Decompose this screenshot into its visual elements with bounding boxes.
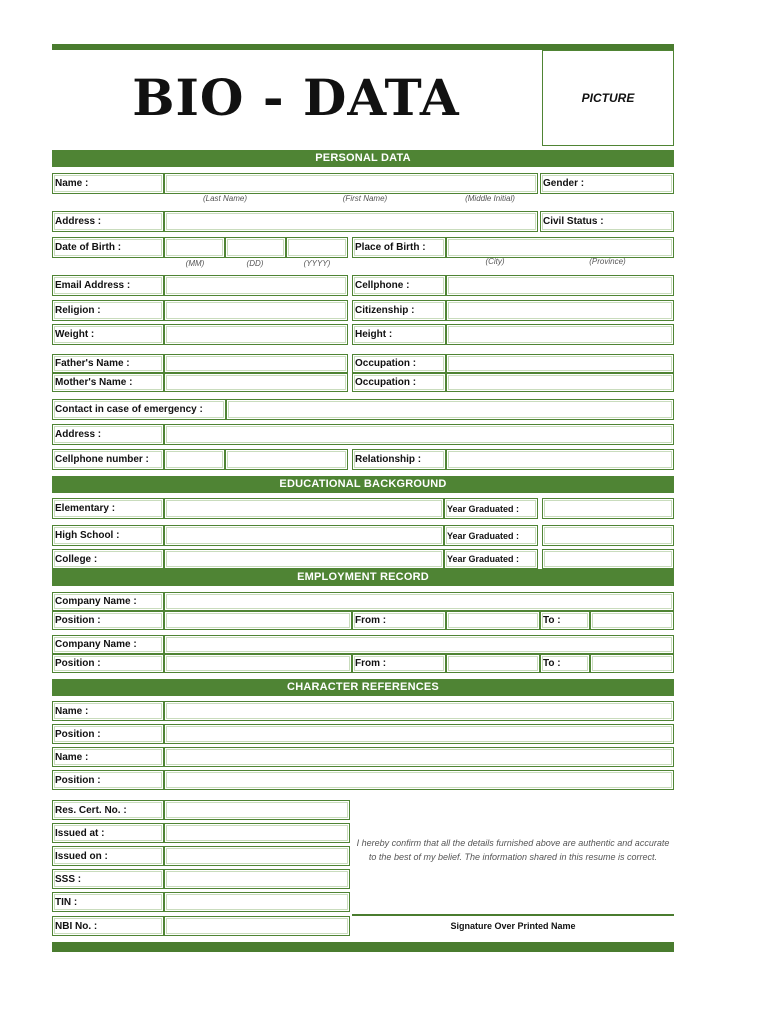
pob-label: Place of Birth : <box>352 237 446 258</box>
page-title: BIO - DATA <box>132 68 460 127</box>
address-label: Address : <box>52 211 164 232</box>
religion-field[interactable] <box>164 300 348 321</box>
issued-on-label: Issued on : <box>52 846 164 866</box>
last-name-hint: (Last Name) <box>202 194 247 203</box>
section-character-references: CHARACTER REFERENCES <box>52 679 674 696</box>
position-2-field[interactable] <box>164 654 352 673</box>
reference-1-position-label: Position : <box>52 724 164 744</box>
email-label: Email Address : <box>52 275 164 296</box>
middle-initial-hint: (Middle Initial) <box>465 194 515 203</box>
issued-at-label: Issued at : <box>52 823 164 843</box>
father-occupation-label: Occupation : <box>352 354 446 373</box>
weight-field[interactable] <box>164 324 348 345</box>
emergency-field[interactable] <box>226 399 674 420</box>
reference-1-position-field[interactable] <box>164 724 674 744</box>
religion-label: Religion : <box>52 300 164 321</box>
from-2-label: From : <box>352 654 446 673</box>
elementary-year-label: Year Graduated : <box>444 498 538 519</box>
from-2-field[interactable] <box>446 654 540 673</box>
from-1-field[interactable] <box>446 611 540 630</box>
to-1-field[interactable] <box>590 611 674 630</box>
emergency-cellphone-field-2[interactable] <box>225 449 348 470</box>
tin-label: TIN : <box>52 892 164 912</box>
height-label: Height : <box>352 324 446 345</box>
confirmation-statement: I hereby confirm that all the details furnished above are authentic and accurate to the best of my belief. The information shared in this resume is correct. <box>356 838 670 862</box>
sss-label: SSS : <box>52 869 164 889</box>
position-2-label: Position : <box>52 654 164 673</box>
reference-1-name-label: Name : <box>52 701 164 721</box>
mother-field[interactable] <box>164 373 348 392</box>
picture-box[interactable]: PICTURE <box>542 50 674 146</box>
address-field[interactable] <box>164 211 538 232</box>
relationship-label: Relationship : <box>352 449 446 470</box>
citizenship-field[interactable] <box>446 300 674 321</box>
to-2-label: To : <box>540 654 590 673</box>
tin-field[interactable] <box>164 892 350 912</box>
issued-at-field[interactable] <box>164 823 350 843</box>
civil-status-label: Civil Status : <box>540 211 674 232</box>
college-field[interactable] <box>164 549 444 569</box>
res-cert-field[interactable] <box>164 800 350 820</box>
high-school-label: High School : <box>52 525 164 546</box>
from-1-label: From : <box>352 611 446 630</box>
company-2-field[interactable] <box>164 635 674 654</box>
city-hint: (City) <box>485 257 505 266</box>
yyyy-hint: (YYYY) <box>303 259 331 268</box>
section-educational-background: EDUCATIONAL BACKGROUND <box>52 476 674 493</box>
high-school-year-field[interactable] <box>542 525 674 546</box>
res-cert-label: Res. Cert. No. : <box>52 800 164 820</box>
reference-2-name-label: Name : <box>52 747 164 767</box>
gender-label: Gender : <box>540 173 674 194</box>
signature-label: Signature Over Printed Name <box>450 921 576 931</box>
emergency-label: Contact in case of emergency : <box>52 399 226 420</box>
position-1-field[interactable] <box>164 611 352 630</box>
section-employment-record: EMPLOYMENT RECORD <box>52 569 674 586</box>
height-field[interactable] <box>446 324 674 345</box>
high-school-year-label: Year Graduated : <box>444 525 538 546</box>
company-2-label: Company Name : <box>52 635 164 654</box>
company-1-field[interactable] <box>164 592 674 611</box>
emergency-address-label: Address : <box>52 424 164 445</box>
emergency-cellphone-field-1[interactable] <box>164 449 225 470</box>
dd-hint: (DD) <box>246 259 264 268</box>
dob-dd-field[interactable] <box>225 237 286 258</box>
high-school-field[interactable] <box>164 525 444 546</box>
name-field[interactable] <box>164 173 538 194</box>
issued-on-field[interactable] <box>164 846 350 866</box>
name-label: Name : <box>52 173 164 194</box>
province-hint: (Province) <box>589 257 626 266</box>
position-1-label: Position : <box>52 611 164 630</box>
relationship-field[interactable] <box>446 449 674 470</box>
elementary-field[interactable] <box>164 498 444 519</box>
father-field[interactable] <box>164 354 348 373</box>
weight-label: Weight : <box>52 324 164 345</box>
mother-occupation-field[interactable] <box>446 373 674 392</box>
first-name-hint: (First Name) <box>342 194 388 203</box>
company-1-label: Company Name : <box>52 592 164 611</box>
reference-1-name-field[interactable] <box>164 701 674 721</box>
reference-2-position-label: Position : <box>52 770 164 790</box>
reference-2-position-field[interactable] <box>164 770 674 790</box>
cellphone-field[interactable] <box>446 275 674 296</box>
nbi-label: NBI No. : <box>52 916 164 936</box>
dob-label: Date of Birth : <box>52 237 164 258</box>
college-year-field[interactable] <box>542 549 674 569</box>
cellphone-label: Cellphone : <box>352 275 446 296</box>
father-occupation-field[interactable] <box>446 354 674 373</box>
dob-mm-field[interactable] <box>164 237 225 258</box>
mother-label: Mother's Name : <box>52 373 164 392</box>
elementary-label: Elementary : <box>52 498 164 519</box>
father-label: Father's Name : <box>52 354 164 373</box>
pob-field[interactable] <box>446 237 674 258</box>
citizenship-label: Citizenship : <box>352 300 446 321</box>
college-year-label: Year Graduated : <box>444 549 538 569</box>
dob-yyyy-field[interactable] <box>286 237 348 258</box>
emergency-address-field[interactable] <box>164 424 674 445</box>
to-1-label: To : <box>540 611 590 630</box>
college-label: College : <box>52 549 164 569</box>
signature-line <box>352 914 674 916</box>
sss-field[interactable] <box>164 869 350 889</box>
elementary-year-field[interactable] <box>542 498 674 519</box>
reference-2-name-field[interactable] <box>164 747 674 767</box>
nbi-field[interactable] <box>164 916 350 936</box>
section-personal-data: PERSONAL DATA <box>52 150 674 167</box>
mm-hint: (MM) <box>185 259 205 268</box>
to-2-field[interactable] <box>590 654 674 673</box>
bottom-rule <box>52 942 674 952</box>
email-field[interactable] <box>164 275 348 296</box>
mother-occupation-label: Occupation : <box>352 373 446 392</box>
emergency-cellphone-label: Cellphone number : <box>52 449 164 470</box>
